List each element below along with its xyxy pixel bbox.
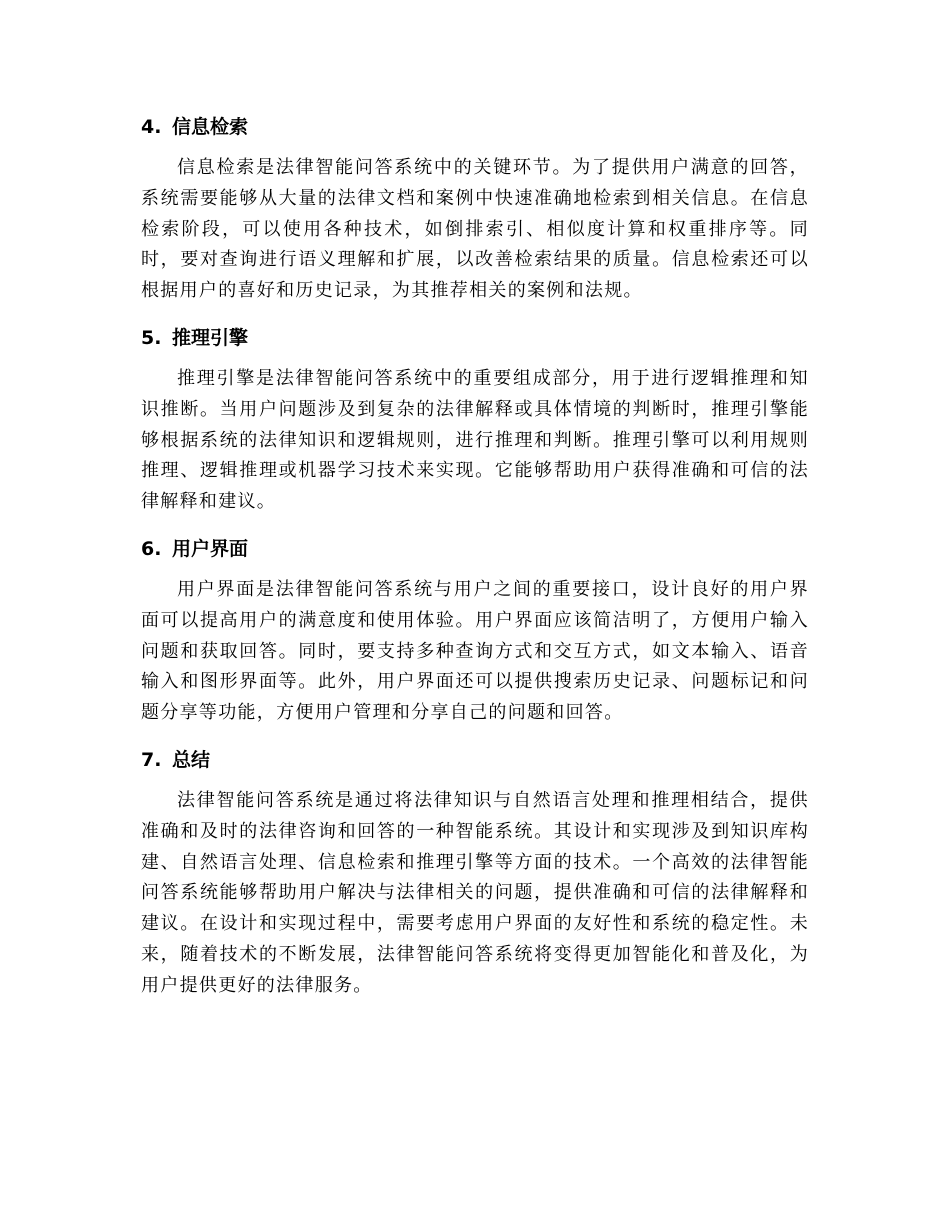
section-inference-engine	[141, 319, 809, 518]
section-title: 信息检索	[172, 116, 249, 138]
section-summary	[141, 741, 809, 1002]
section-number: 4.	[141, 116, 162, 138]
section-heading	[141, 319, 809, 357]
section-heading	[141, 530, 809, 568]
section-number: 6.	[141, 537, 162, 560]
section-number: 7.	[141, 748, 162, 771]
section-paragraph: 法律智能问答系统是通过将法律知识与自然语言处理和推理相结合，提供准确和及时的法律咨询和回答的一种智能系统。其设计和实现涉及到知识库构建、自然语言处理、信息检索和推理引擎等方面的技术。一个高效的法律智能问答系统能够帮助用户解决与法律相关的问题，提供准确和可信的法律解释和建议。在设计和实现过程中，需要考虑用户界面的友好性和系统的稳定性。未来，随着技术的不断发展，法律智能问答系统将变得更加智能化和普及化，为用户提供更好的法律服务。	[141, 789, 809, 996]
section-number: 5.	[141, 326, 162, 349]
section-user-interface	[141, 530, 809, 729]
document-body	[141, 108, 809, 1014]
section-paragraph: 推理引擎是法律智能问答系统中的重要组成部分，用于进行逻辑推理和知识推断。当用户问题涉及到复杂的法律解释或具体情境的判断时，推理引擎能够根据系统的法律知识和逻辑规则，进行推理和判断。推理引擎可以利用规则推理、逻辑推理或机器学习技术来实现。它能够帮助用户获得准确和可信的法律解释和建议。	[141, 367, 809, 513]
section-information-retrieval	[141, 108, 809, 307]
section-heading	[141, 108, 809, 146]
section-heading	[141, 741, 809, 779]
section-title: 用户界面	[172, 537, 249, 560]
section-title: 推理引擎	[172, 326, 249, 349]
section-paragraph: 信息检索是法律智能问答系统中的关键环节。为了提供用户满意的回答，系统需要能够从大量的法律文档和案例中快速准确地检索到相关信息。在信息检索阶段，可以使用各种技术，如倒排索引、相似度计算和权重排序等。同时，要对查询进行语义理解和扩展，以改善检索结果的质量。信息检索还可以根据用户的喜好和历史记录，为其推荐相关的案例和法规。	[141, 157, 809, 302]
section-paragraph: 用户界面是法律智能问答系统与用户之间的重要接口，设计良好的用户界面可以提高用户的满意度和使用体验。用户界面应该简洁明了，方便用户输入问题和获取回答。同时，要支持多种查询方式和交互方式，如文本输入、语音输入和图形界面等。此外，用户界面还可以提供搜索历史记录、问题标记和问题分享等功能，方便用户管理和分享自己的问题和回答。	[141, 578, 809, 724]
section-title: 总结	[172, 748, 211, 771]
